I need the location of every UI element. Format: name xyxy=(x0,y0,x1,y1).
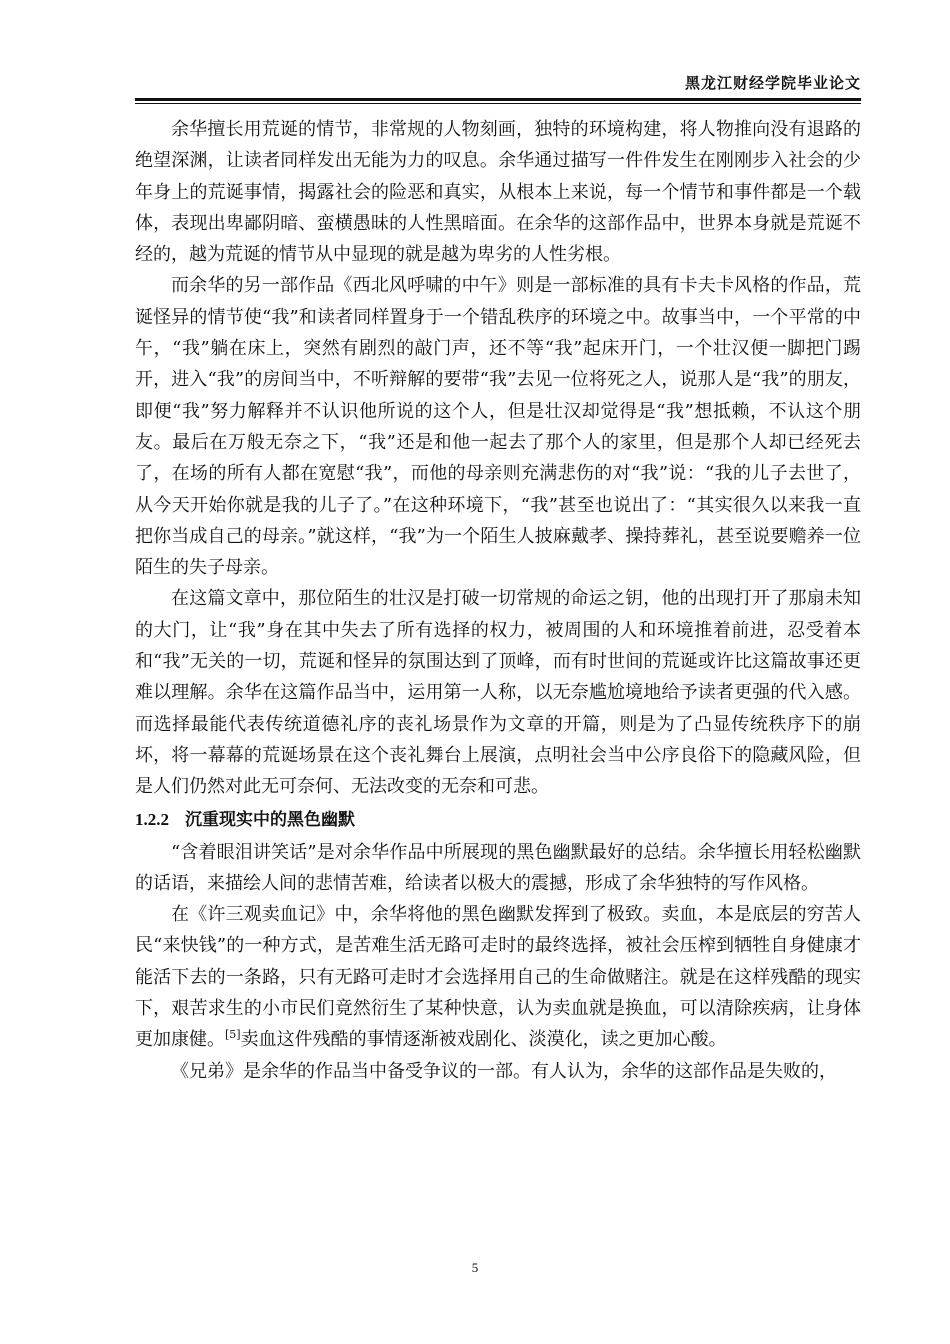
section-number: 1.2.2 xyxy=(135,809,169,829)
running-header: 黑龙江财经学院毕业论文 xyxy=(684,74,861,92)
section-title: 沉重现实中的黑色幽默 xyxy=(185,809,355,830)
page-number: 5 xyxy=(471,1260,479,1275)
body-text xyxy=(135,114,861,1087)
section-heading xyxy=(135,803,861,837)
paragraph-blood-selling xyxy=(135,899,861,1055)
paragraph-black-humor-summary: “含着眼泪讲笑话”是对余华作品中所展现的黑色幽默最好的总结。余华擅长用轻松幽默的话语，来描绘人间的悲情苦难，给读者以极大的震撼，形成了余华独特的写作风格。 xyxy=(135,841,861,894)
paragraph-brothers: 《兄弟》是余华的作品当中备受争议的一部。有人认为，余华的这部作品是失败的， xyxy=(171,1060,837,1082)
header-rule-thick xyxy=(135,98,861,101)
paragraph-stranger-analysis: 在这篇文章中，那位陌生的壮汉是打破一切常规的命运之钥，他的出现打开了那扇未知的大门，让“我”身在其中失去了所有选择的权力，被周围的人和环境推着前进，忍受着本和“我”无关的一切，荒诞和怪异的氛围达到了顶峰，而有时世间的荒诞或许比这篇故事还更难以理解。余华在这篇作品当中，运用第一人称，以无奈尴尬境地给予读者更强的代入感。而选择最能代表传统道德礼序的丧礼场景作为文章的开篇，则是为了凸显传统秩序下的崩坏，将一幕幕的荒诞场景在这个丧礼舞台上展演，点明社会当中公序良俗下的隐藏风险，但是人们仍然对此无可奈何、无法改变的无奈和可悲。 xyxy=(135,588,861,798)
citation-reference: [5] xyxy=(225,1028,241,1042)
paragraph-absurd-plot: 余华擅长用荒诞的情节，非常规的人物刻画，独特的环境构建，将人物推向没有退路的绝望深渊，让读者同样发出无能为力的叹息。余华通过描写一件件发生在刚刚步入社会的少年身上的荒诞事情，揭露社会的险恶和真实，从根本上来说，每一个情节和事件都是一个载体，表现出卑鄙阴暗、蛮横愚昧的人性黑暗面。在余华的这部作品中，世界本身就是荒诞不经的，越为荒诞的情节从中显现的就是越为卑劣的人性劣根。 xyxy=(135,119,861,266)
paragraph-northwest-wind-story: 而余华的另一部作品《西北风呼啸的中午》则是一部标准的具有卡夫卡风格的作品，荒诞怪异的情节使“我”和读者同样置身于一个错乱秩序的环境之中。故事当中，一个平常的中午，“我”躺在床上，突然有剧烈的敲门声，还不等“我”起床开门，一个壮汉便一脚把门踢开，进入“我”的房间当中，不听辩解的要带“我”去见一位将死之人，说那人是“我”的朋友，即便“我”努力解释并不认识他所说的这个人，但是壮汉却觉得是“我”想抵赖，不认这个朋友。最后在万般无奈之下，“我”还是和他一起去了那个人的家里，但是那个人却已经死去了，在场的所有人都在宽慰“我”，而他的母亲则充满悲伤的对“我”说：“我的儿子去世了，从今天开始你就是我的儿子了。”在这种环境下，“我”甚至也说出了：“其实很久以来我一直把你当成自己的母亲。”就这样，“我”为一个陌生人披麻戴孝、操持葬礼，甚至说要赡养一位陌生的失子母亲。 xyxy=(135,275,861,579)
paragraph-blood-selling-text: 在《许三观卖血记》中，余华将他的黑色幽默发挥到了极致。卖血，本是底层的穷苦人民“来快钱”的一种方式，是苦难生活无路可走时的最终选择，被社会压榨到牺牲自身健康才能活下去的一条路，只有无路可走时才会选择用自己的生命做赌注。就是在这样残酷的现实下，艰苦求生的小市民们竟然衍生了某种快意，认为卖血就是换血，可以清除疾病，让身体更加康健。 xyxy=(135,904,861,1051)
paragraph-blood-selling-text-end: 卖血这件残酷的事情逐渐被戏剧化、淡漠化，读之更加心酸。 xyxy=(240,1029,727,1051)
header-rule-thin xyxy=(135,103,861,104)
